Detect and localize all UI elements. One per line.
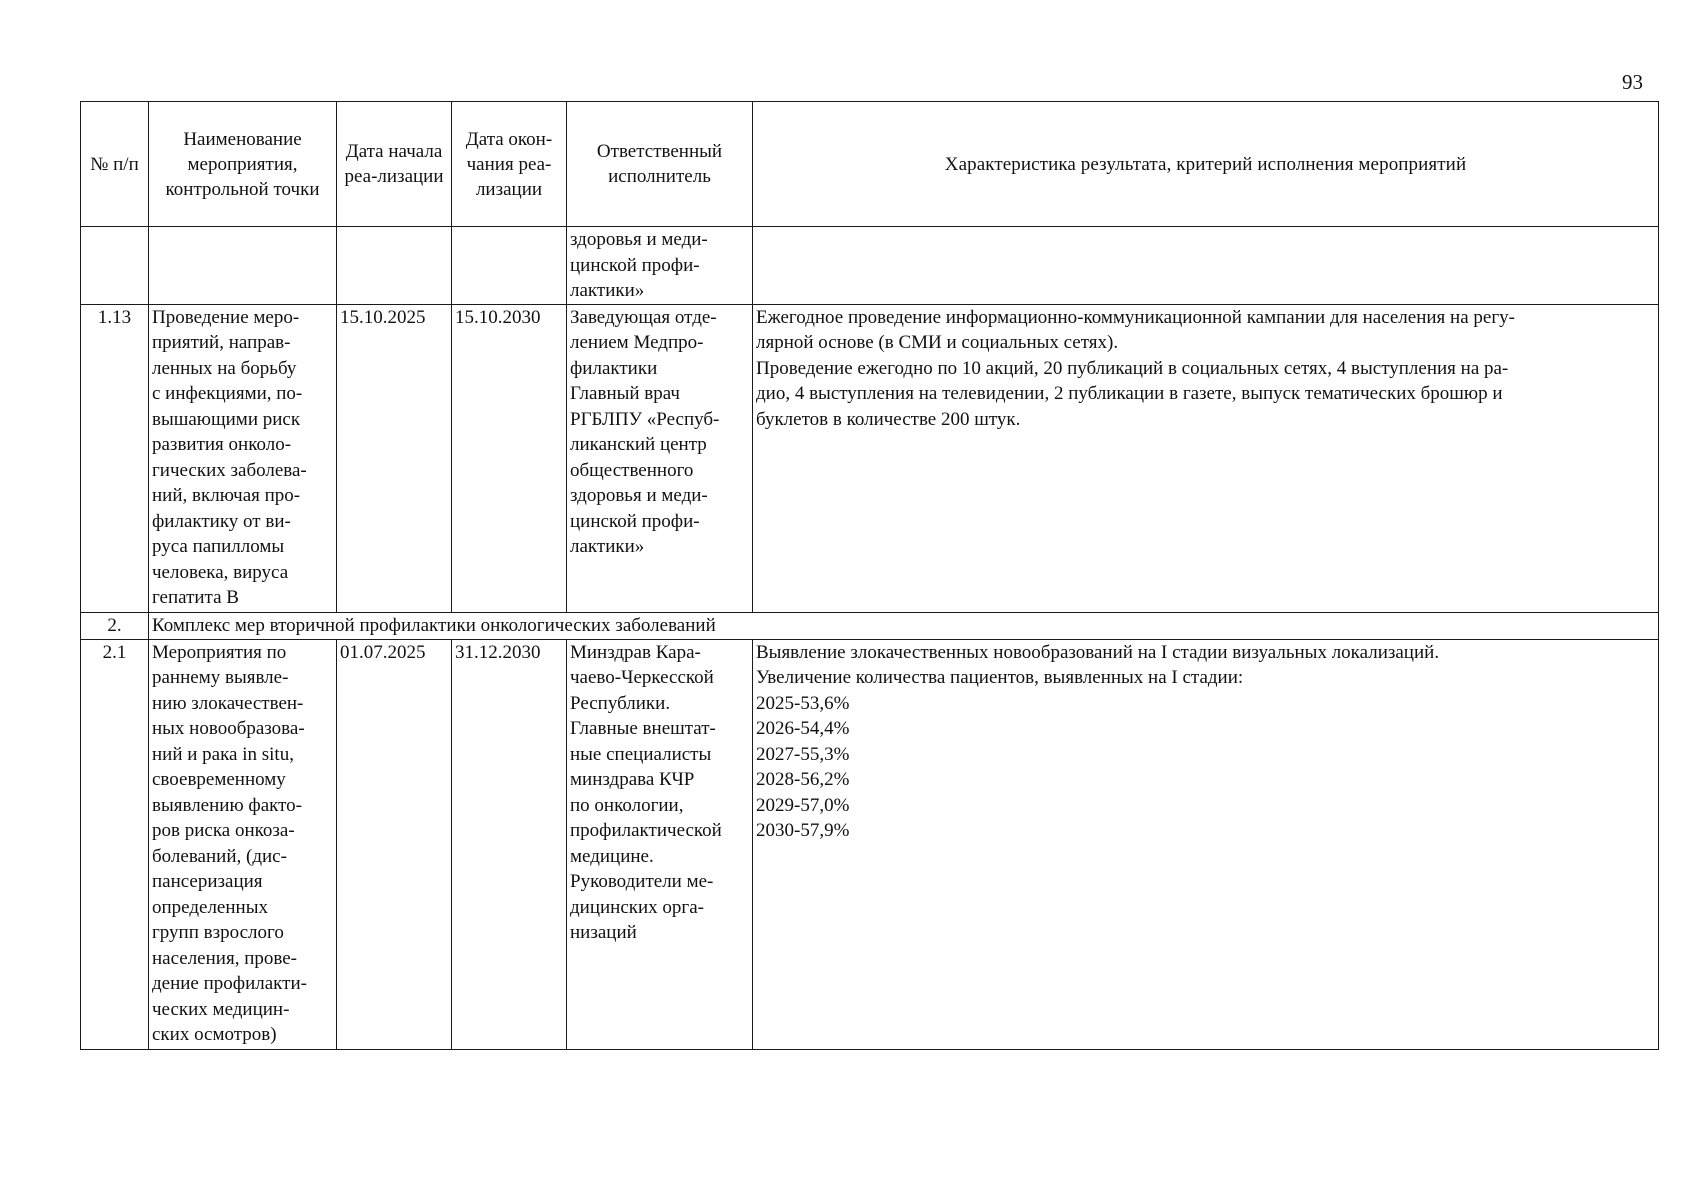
cell-result: [753, 304, 1659, 612]
measures-table: [80, 101, 1659, 1050]
header-result: Характеристика результата, критерий исполнения мероприятий: [753, 102, 1659, 227]
cell-name: Проведение меро- приятий, направ- ленных на борьбу с инфекциями, по- вышающими риск развития онколо- гических заболева- ний, включая про- филактику от ви- руса папилломы человека, вируса гепатита В: [149, 304, 337, 612]
header-row: [81, 102, 1659, 227]
cell-number: [81, 227, 149, 305]
result-paragraph: Ежегодное проведение информационно-коммуникационной кампании для населения на регу- лярной основе (в СМИ и социальных сетях).: [756, 306, 1515, 353]
cell-result: [753, 227, 1659, 305]
section-number: 2.: [81, 612, 149, 639]
result-paragraph: Проведение ежегодно по 10 акций, 20 публикаций в социальных сетях, 4 выступления на ра- дио, 4 выступления на телевидении, 2 публикации в газете, выпуск тематических брошюр и буклетов в количестве 200 штук.: [756, 357, 1509, 430]
section-row-2: [81, 612, 1659, 639]
page-number: 93: [1622, 70, 1643, 94]
cell-number: 1.13: [81, 304, 149, 612]
table-row-2-1: [81, 639, 1659, 1049]
header-start-date: Дата начала реа-лизации: [337, 102, 452, 227]
section-title: Комплекс мер вторичной профилактики онкологических заболеваний: [149, 612, 1659, 639]
result-line: 2030-57,9%: [756, 820, 850, 841]
result-line: Увеличение количества пациентов, выявленных на I стадии:: [756, 667, 1244, 688]
header-end-date: Дата окон-чания реа-лизации: [452, 102, 567, 227]
cell-result: [753, 639, 1659, 1049]
cell-start: 15.10.2025: [337, 304, 452, 612]
cell-number: 2.1: [81, 639, 149, 1049]
cell-start: [337, 227, 452, 305]
result-line: 2027-55,3%: [756, 743, 850, 765]
result-line: Выявление злокачественных новообразований на I стадии визуальных локализаций.: [756, 641, 1440, 663]
result-line: 2029-57,0%: [756, 794, 850, 816]
cell-executor: здоровья и меди- цинской профи- лактики»: [567, 227, 753, 305]
cell-end: [452, 227, 567, 305]
cell-executor: Заведующая отде- лением Медпро- филактики Главный врач РГБЛПУ «Респуб- ликанский центр общественного здоровья и меди- цинской профи- лактики»: [567, 304, 753, 612]
table-row-1-13: [81, 304, 1659, 612]
result-line: 2028-56,2%: [756, 769, 850, 790]
table-row-continuation: [81, 227, 1659, 305]
cell-executor: Минздрав Кара- чаево-Черкесской Республики. Главные внештат- ные специалисты минздрава КЧР по онкологии, профилактической медицине. Руководители ме- дицинских орга- низаций: [567, 639, 753, 1049]
cell-name: Мероприятия по раннему выявле- нию злокачествен- ных новообразова- ний и рака in situ, своевременному выявлению факто- ров риска онкоза- болеваний, (дис- пансеризация определенных групп взрослого населения, прове- дение профилакти- ческих медицин- ских осмотров): [149, 639, 337, 1049]
cell-end: 15.10.2030: [452, 304, 567, 612]
header-number: № п/п: [81, 102, 149, 227]
cell-end: 31.12.2030: [452, 639, 567, 1049]
header-name: Наименование мероприятия, контрольной точки: [149, 102, 337, 227]
result-line: 2025-53,6%: [756, 692, 850, 714]
header-executor: Ответственный исполнитель: [567, 102, 753, 227]
cell-start: 01.07.2025: [337, 639, 452, 1049]
cell-name: [149, 227, 337, 305]
result-line: 2026-54,4%: [756, 718, 850, 739]
